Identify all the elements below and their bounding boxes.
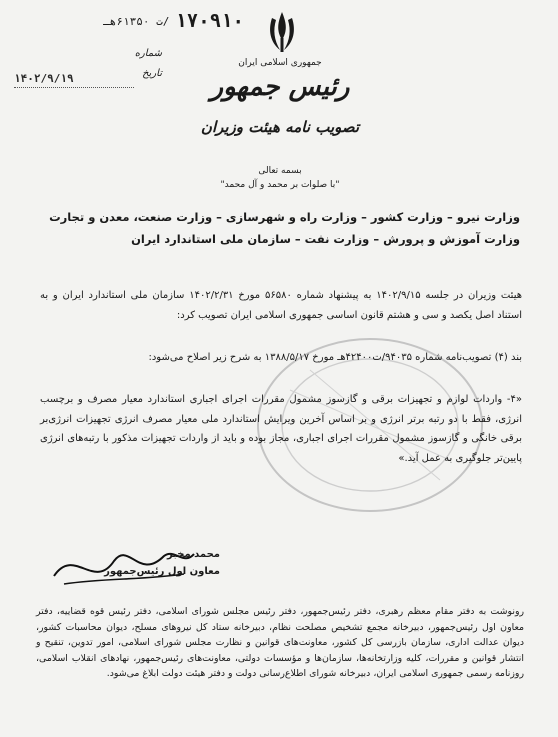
carbon-copy-list: رونوشت به دفتر مقام معظم رهبری، دفتر رئیس‌جمهور، دفتر رئیس مجلس شورای اسلامی، دفتر رئیس قوه قضاییه، دفتر معاون اول رئیس‌جمهور، دبیرخانه مجمع تشخیص مصلحت نظام، دبیرخانه ستاد کل نیروهای مسلح، دیوان محاسبات کشور، دیوان عدالت اداری، سازمان بازرسی کل کشور، معاونت‌های قوانین و نظارت مجلس شورای اسلامی، امور تدوین، تنقیح و انتشار قوانین و مقررات، کلیه وزارتخانه‌ها، سازمان‌ها و مؤسسات دولتی، معاونت‌های رئیس‌جمهور، نهادهای انقلاب اسلامی، روزنامه رسمی جمهوری اسلامی ایران، دبیرخانه شورای اطلاع‌رسانی دولت و دفتر هیئت دولت ابلاغ می‌شود. [36, 606, 524, 679]
date-label: تاریخ [142, 68, 162, 79]
letter-date: ۱۴۰۲/۹/۱۹ [14, 72, 74, 85]
bismillah: بسمه تعالی [258, 166, 302, 176]
signatory-name: محمد مخبر [166, 549, 220, 560]
letter-number [14, 8, 244, 34]
signatory-title: معاون اول رئیس‌جمهور [104, 566, 220, 577]
decree-paragraph: بند (۴) تصویب‌نامه شماره ۹۴۰۳۵/ت۴۲۴۰۰هـ مورخ ۱۳۸۸/۵/۱۷ به شرح زیر اصلاح می‌شود: [148, 352, 522, 363]
salawat: "با صلوات بر محمد و آل محمد" [220, 180, 340, 190]
recipient-ministries: وزارت نیرو – وزارت کشور – وزارت راه و شهرسازی – وزارت صنعت، معدن و تجارت وزارت آموزش و پرورش – وزارت نفت – سازمان ملی استاندارد ایران [49, 210, 520, 246]
cabinet-decree-title: تصویب نامه هیئت وزیران [200, 118, 360, 136]
president-title: رئیس جمهور [210, 72, 350, 102]
decree-paragraph: «۴- واردات لوازم و تجهیزات برقی و گازسوز مشمول مقررات اجرای اجباری استاندارد معیار مصرف و برچسب انرژی، فقط با دو رتبه برتر انرژی و بر اساس آخرین ویرایش استاندارد ملی معیار مصرف انرژی تجهیزات انرژی‌بر برقی خانگی و گازسوز مشمول مقررات اجرای اجباری، مجاز بوده و باید از واردات تجهیزات مذکور با رتبه‌های انرژی پایین‌تر جلوگیری به عمل آید.» [40, 394, 522, 464]
iran-emblem-icon [264, 8, 300, 56]
republic-title: جمهوری اسلامی ایران [238, 58, 322, 68]
decree-paragraph: هیئت وزیران در جلسه ۱۴۰۲/۹/۱۵ به پیشنهاد شماره ۵۶۵۸۰ مورخ ۱۴۰۲/۲/۳۱ سازمان ملی استاندارد ایران و به استناد اصل یکصد و سی و هشتم قانون اساسی جمهوری اسلامی ایران تصویب کرد: [40, 290, 522, 321]
signatory-block [100, 546, 220, 580]
date-underline [14, 87, 134, 88]
letter-number-value: ۱۷۰۹۱۰ [175, 10, 244, 32]
letter-number-suffix: /ت ۶۱۳۵۰هـ [103, 14, 170, 28]
number-label: شماره [134, 48, 162, 59]
